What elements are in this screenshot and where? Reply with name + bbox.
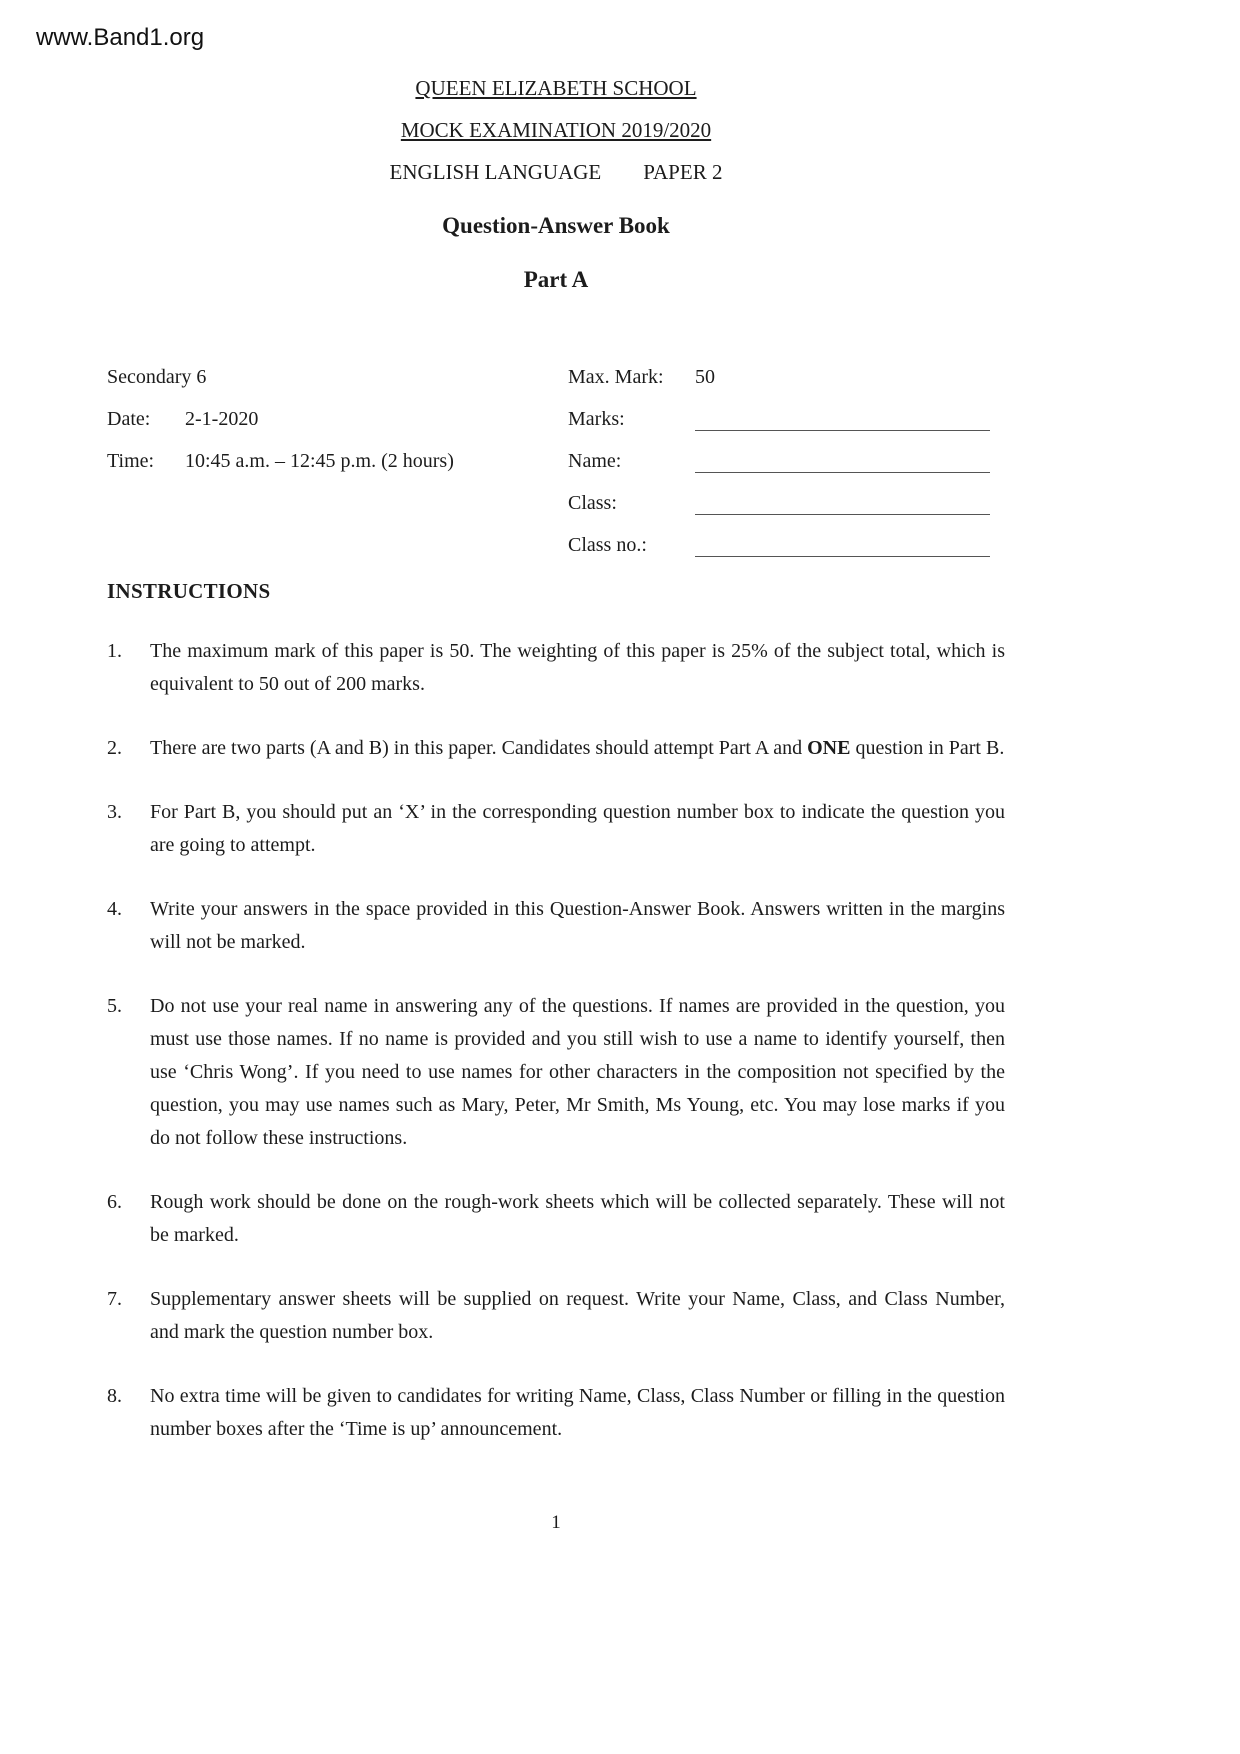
instruction-item-5: [107, 990, 1005, 1155]
marks-label: Marks:: [568, 408, 625, 430]
max-mark-row: [568, 353, 1005, 395]
class-no-blank-line: [695, 534, 990, 557]
instruction-text: [150, 732, 1005, 765]
instruction-text-bold: ONE: [807, 737, 851, 759]
instructions-section: [107, 579, 1005, 1446]
time-label: Time:: [107, 450, 155, 472]
page-content: [107, 0, 1005, 1446]
exam-info-block: [107, 353, 1005, 563]
instruction-text: Write your answers in the space provided in this Question-Answer Book. Answers written in the margins will not be marked.: [150, 898, 1005, 953]
subject-line: [107, 160, 1005, 185]
instruction-number: 2.: [107, 737, 122, 759]
instruction-item-8: [107, 1380, 1005, 1446]
instruction-number: 3.: [107, 801, 122, 823]
class-label: Class:: [568, 492, 617, 514]
instruction-text: The maximum mark of this paper is 50. The weighting of this paper is 25% of the subject total, which is equivalent to 50 out of 200 marks.: [150, 640, 1005, 695]
site-watermark: www.Band1.org: [36, 24, 205, 51]
instruction-item-7: [107, 1283, 1005, 1349]
school-name: QUEEN ELIZABETH SCHOOL: [415, 76, 697, 100]
book-title: Question-Answer Book: [442, 213, 670, 238]
secondary-level: Secondary 6: [107, 366, 207, 388]
instruction-item-2: [107, 732, 1005, 765]
instruction-number: 5.: [107, 995, 122, 1017]
class-row: [568, 479, 1005, 521]
instruction-item-4: [107, 893, 1005, 959]
class-no-label: Class no.:: [568, 534, 647, 556]
instruction-item-3: [107, 796, 1005, 862]
instruction-number: 6.: [107, 1191, 122, 1213]
instruction-text: Supplementary answer sheets will be supplied on request. Write your Name, Class, and Class Number, and mark the question number box.: [150, 1288, 1005, 1343]
part-title: Part A: [523, 267, 589, 292]
class-no-row: [568, 521, 1005, 563]
marks-row: [568, 395, 1005, 437]
instruction-number: 1.: [107, 640, 122, 662]
instruction-text: No extra time will be given to candidates for writing Name, Class, Class Number or filling in the question number boxes after the ‘Time is up’ announcement.: [150, 1385, 1005, 1440]
subject-name: ENGLISH LANGUAGE: [389, 160, 602, 184]
exam-info-right: [568, 353, 1005, 563]
instruction-text: For Part B, you should put an ‘X’ in the corresponding question number box to indicate the question you are going to attempt.: [150, 801, 1005, 856]
instructions-title: INSTRUCTIONS: [107, 579, 271, 603]
name-row: [568, 437, 1005, 479]
exam-title: MOCK EXAMINATION 2019/2020: [400, 118, 712, 142]
instruction-item-1: [107, 635, 1005, 701]
exam-header: [107, 76, 1005, 293]
date-value: 2-1-2020: [185, 408, 259, 430]
instruction-text-post: question in Part B.: [850, 737, 1005, 759]
instruction-text: Do not use your real name in answering any of the questions. If names are provided in the question, you must use those names. If no name is provided and you still wish to use a name to identify yourself, then use ‘Chris Wong’. If you need to use names for other characters in the composition not specified by the question, you may use names such as Mary, Peter, Mr Smith, Ms Young, etc. You may lose marks if you do not follow these instructions.: [150, 995, 1005, 1149]
time-value: 10:45 a.m. – 12:45 p.m. (2 hours): [185, 450, 454, 472]
instruction-item-6: [107, 1186, 1005, 1252]
page-number: 1: [551, 1512, 561, 1533]
max-mark-value: 50: [695, 366, 715, 388]
date-row: [107, 395, 568, 437]
instruction-number: 7.: [107, 1288, 122, 1310]
paper-number: PAPER 2: [643, 160, 723, 184]
name-blank-line: [695, 450, 990, 473]
instruction-text-pre: There are two parts (A and B) in this paper. Candidates should attempt Part A and: [150, 737, 808, 759]
instruction-number: 8.: [107, 1385, 122, 1407]
name-label: Name:: [568, 450, 622, 472]
time-row: [107, 437, 568, 479]
marks-blank-line: [695, 408, 990, 431]
date-label: Date:: [107, 408, 151, 430]
instruction-text: Rough work should be done on the rough-work sheets which will be collected separately. These will not be marked.: [150, 1191, 1005, 1246]
max-mark-label: Max. Mark:: [568, 366, 664, 388]
exam-info-left: [107, 353, 568, 563]
class-blank-line: [695, 492, 990, 515]
instruction-number: 4.: [107, 898, 122, 920]
